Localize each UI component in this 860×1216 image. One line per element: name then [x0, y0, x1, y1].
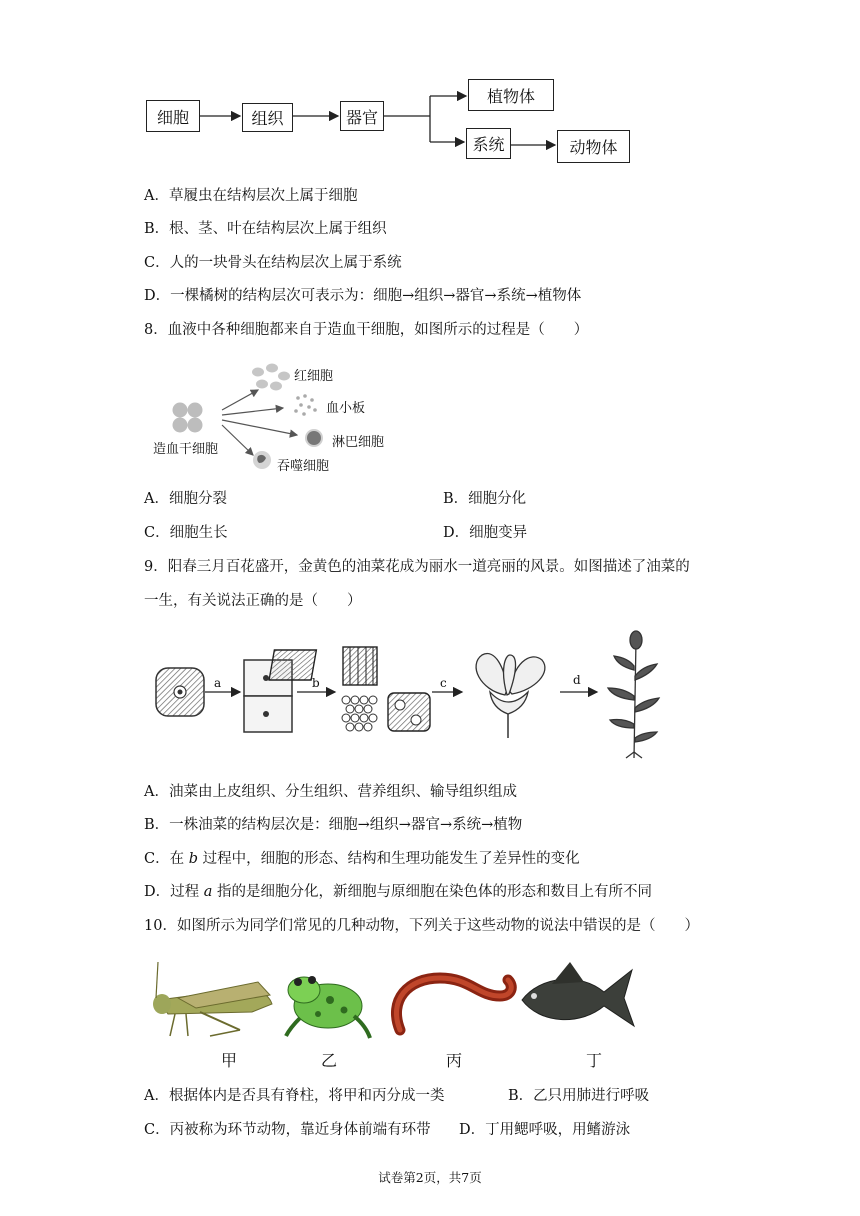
frog-icon [286, 976, 370, 1038]
q9-option-d-post: 指的是细胞分化，新细胞与原细胞在染色体的形态和数目上有所不同 [212, 884, 652, 900]
q9-option-d-var: a [203, 884, 213, 900]
q8-option-c: C．细胞生长 [144, 525, 228, 541]
q10-option-c: C．丙被称为环节动物，靠近身体前端有环带 [144, 1122, 431, 1138]
animal-label-ding: 丁 [586, 1051, 603, 1070]
q10-option-b: B．乙只用肺进行呼吸 [508, 1088, 650, 1104]
box-organ: 器官 [340, 101, 384, 131]
arrow-label-b: b [312, 676, 320, 690]
earthworm-icon [396, 978, 511, 1030]
arrow-label-a: a [214, 676, 222, 690]
q8-option-b: B．细胞分化 [443, 491, 527, 507]
grasshopper-icon [153, 962, 272, 1036]
box-cell: 细胞 [146, 100, 200, 132]
animal-label-bing: 丙 [446, 1051, 463, 1070]
animal-label-jia: 甲 [221, 1051, 238, 1070]
label-stem-cell: 造血干细胞 [153, 442, 219, 457]
box-animal-body: 动物体 [557, 130, 630, 163]
q8-option-a: A．细胞分裂 [144, 491, 227, 507]
q10-option-a: A．根据体内是否具有脊柱，将甲和丙分成一类 [144, 1088, 445, 1104]
q9-option-b: B．一株油菜的结构层次是：细胞→组织→器官→系统→植物 [144, 817, 523, 833]
arrow-label-d: d [573, 673, 581, 687]
box-tissue: 组织 [242, 103, 293, 132]
q9-option-c-pre: C．在 [144, 851, 189, 867]
q7-option-b: B．根、茎、叶在结构层次上属于组织 [144, 221, 387, 237]
label-red-cell: 红细胞 [294, 369, 334, 384]
q7-option-a: A．草履虫在结构层次上属于细胞 [144, 188, 358, 204]
q8-option-d: D．细胞变异 [443, 525, 528, 541]
box-plant-body: 植物体 [468, 79, 554, 111]
q9-option-c-var: b [188, 851, 199, 867]
q10-option-d: D．丁用鳃呼吸，用鳍游泳 [459, 1122, 631, 1138]
q8-stem: 8．血液中各种细胞都来自于造血干细胞，如图所示的过程是（ ） [144, 322, 589, 338]
label-platelet: 血小板 [326, 401, 366, 416]
q7-option-c: C．人的一块骨头在结构层次上属于系统 [144, 255, 402, 271]
q9-option-c-post: 过程中，细胞的形态、结构和生理功能发生了差异性的变化 [198, 851, 580, 867]
animal-label-yi: 乙 [321, 1051, 338, 1070]
label-phagocyte: 吞噬细胞 [277, 459, 330, 474]
q9-option-d-pre: D．过程 [144, 884, 204, 900]
box-system: 系统 [466, 128, 511, 159]
q9-stem-line2: 一生，有关说法正确的是（ ） [144, 593, 362, 609]
label-lymphocyte: 淋巴细胞 [332, 435, 385, 450]
fish-icon [522, 962, 634, 1026]
arrow-label-c: c [440, 676, 447, 690]
q9-option-a: A．油菜由上皮组织、分生组织、营养组织、输导组织组成 [144, 784, 517, 800]
q9-stem-line1: 9．阳春三月百花盛开，金黄色的油菜花成为丽水一道亮丽的风景。如图描述了油菜的 [144, 559, 690, 575]
q7-option-d: D．一棵橘树的结构层次可表示为：细胞→组织→器官→系统→植物体 [144, 288, 582, 304]
page-footer: 试卷第2页，共7页 [378, 1170, 482, 1185]
q10-stem: 10．如图所示为同学们常见的几种动物，下列关于这些动物的说法中错误的是（ ） [144, 918, 699, 934]
